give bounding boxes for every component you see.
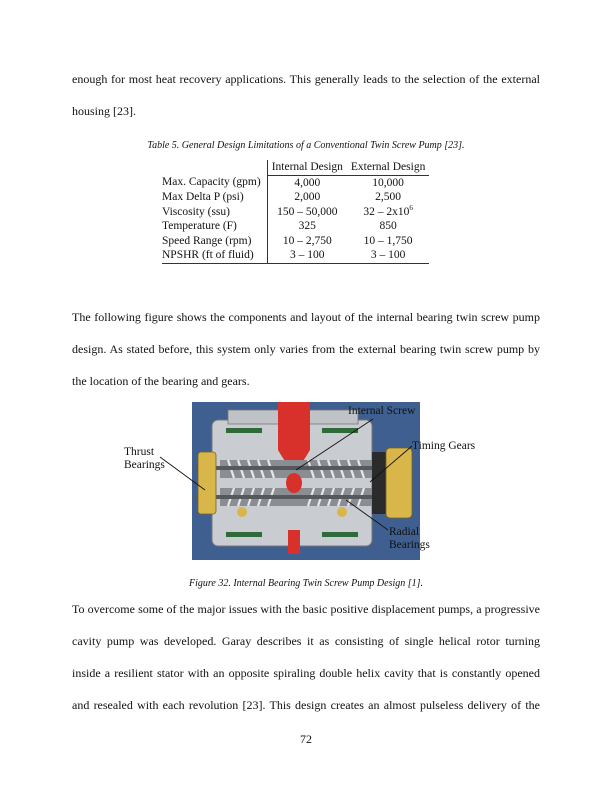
label-radial-bearings: Bearings xyxy=(389,539,430,551)
text-line: enough for most heat recovery applications. This generally leads to the selection of the external xyxy=(72,72,540,86)
row-label: Viscosity (ssu) xyxy=(162,205,230,218)
text-line: the location of the bearing and gears. xyxy=(72,374,250,388)
label-radial: Radial xyxy=(389,526,420,538)
row-label: NPSHR (ft of fluid) xyxy=(162,248,267,263)
cell-internal: 325 xyxy=(267,219,347,234)
cell-internal: 10 – 2,750 xyxy=(267,234,347,249)
text-line: housing [23]. xyxy=(72,104,136,118)
text-line: cavity pump was developed. Garay describes it as consisting of single helical rotor turning xyxy=(72,634,540,648)
label-internal-screw: Internal Screw xyxy=(348,405,416,417)
row-label: Max Delta P (psi) xyxy=(162,191,244,203)
table-header-internal: Internal Design xyxy=(267,160,347,175)
label-timing-gears: Timing Gears xyxy=(412,440,476,452)
leader-timing-gears xyxy=(370,446,412,482)
text-line: inside a resilient stator with an opposite spiraling double helix cavity that is constantly opened xyxy=(72,666,540,680)
text-line: and resealed with each revolution [23]. This design creates an almost pulseless delivery of the xyxy=(72,698,540,712)
leader-thrust-bearings xyxy=(160,457,205,490)
row-label: Speed Range (rpm) xyxy=(162,234,252,247)
cell-external: 850 xyxy=(379,220,397,232)
leader-radial-bearings xyxy=(346,500,388,530)
cell-internal: 3 – 100 xyxy=(267,248,347,263)
cell-external: 10,000 xyxy=(372,176,404,189)
paragraph-progressive-cavity xyxy=(72,593,540,721)
text-line: To overcome some of the major issues with the basic positive displacement pumps, a progressive xyxy=(72,602,540,616)
cell-internal: 2,000 xyxy=(267,190,347,205)
cell-external-base: 32 – 2x10 xyxy=(363,205,410,218)
cell-external: 10 – 1,750 xyxy=(363,234,413,247)
text-line: design. As stated before, this system only varies from the external bearing twin screw pump by xyxy=(72,342,540,356)
row-label: Max. Capacity (gpm) xyxy=(162,176,261,189)
page-number: 72 xyxy=(300,732,312,746)
figure-caption: Figure 32. Internal Bearing Twin Screw Pump Design [1]. xyxy=(188,578,424,589)
cell-external: 2,500 xyxy=(375,191,402,203)
label-thrust-bearings: Bearings xyxy=(124,459,165,471)
label-thrust: Thrust xyxy=(124,446,155,458)
cell-internal: 4,000 xyxy=(267,175,347,190)
exponent: 6 xyxy=(409,203,413,212)
leader-internal-screw xyxy=(296,419,373,470)
table-header-external: External Design xyxy=(347,160,429,175)
cell-internal: 150 – 50,000 xyxy=(267,205,347,220)
text-line: The following figure shows the components and layout of the internal bearing twin screw pump xyxy=(72,310,540,324)
table-caption: Table 5. General Design Limitations of a Conventional Twin Screw Pump [23]. xyxy=(147,140,465,151)
cell-external: 3 – 100 xyxy=(347,248,429,263)
row-label: Temperature (F) xyxy=(162,220,237,232)
